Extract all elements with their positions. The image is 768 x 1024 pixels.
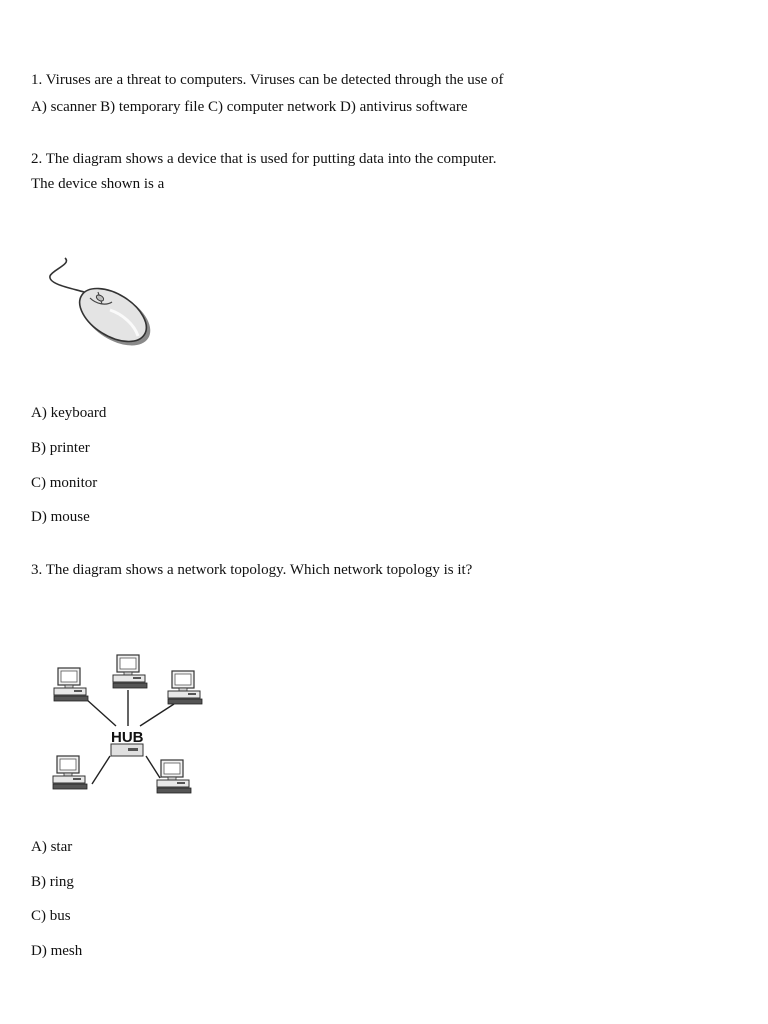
question-2-option-a: A) keyboard	[31, 405, 107, 421]
computer-top-left	[54, 668, 88, 701]
link-bottom-left	[92, 756, 110, 784]
star-network-diagram	[48, 652, 213, 807]
hub-label: HUB	[111, 729, 144, 746]
question-3-option-c: C) bus	[31, 908, 71, 924]
question-2-option-d: D) mouse	[31, 509, 90, 525]
computer-bottom-right	[157, 760, 191, 793]
computer-top-right	[168, 671, 202, 704]
link-top-right	[140, 704, 174, 726]
link-bottom-right	[146, 756, 160, 778]
question-3-option-a: A) star	[31, 839, 73, 855]
question-3-option-b: B) ring	[31, 874, 74, 890]
question-1-options: A) scanner B) temporary file C) computer network D) antivirus software	[31, 99, 468, 115]
question-3-text: 3. The diagram shows a network topology. Which network topology is it?	[31, 562, 473, 578]
computer-top	[113, 655, 147, 688]
question-1-text: 1. Viruses are a threat to computers. Viruses can be detected through the use of	[31, 72, 504, 88]
link-top-left	[86, 699, 116, 726]
mouse-illustration	[40, 252, 160, 352]
computer-bottom-left	[53, 756, 87, 789]
question-3-option-d: D) mesh	[31, 943, 83, 959]
question-2-text: 2. The diagram shows a device that is used for putting data into the computer.	[31, 151, 497, 167]
question-2-text-continued: The device shown is a	[31, 176, 165, 192]
question-2-option-c: C) monitor	[31, 475, 98, 491]
question-2-option-b: B) printer	[31, 440, 90, 456]
